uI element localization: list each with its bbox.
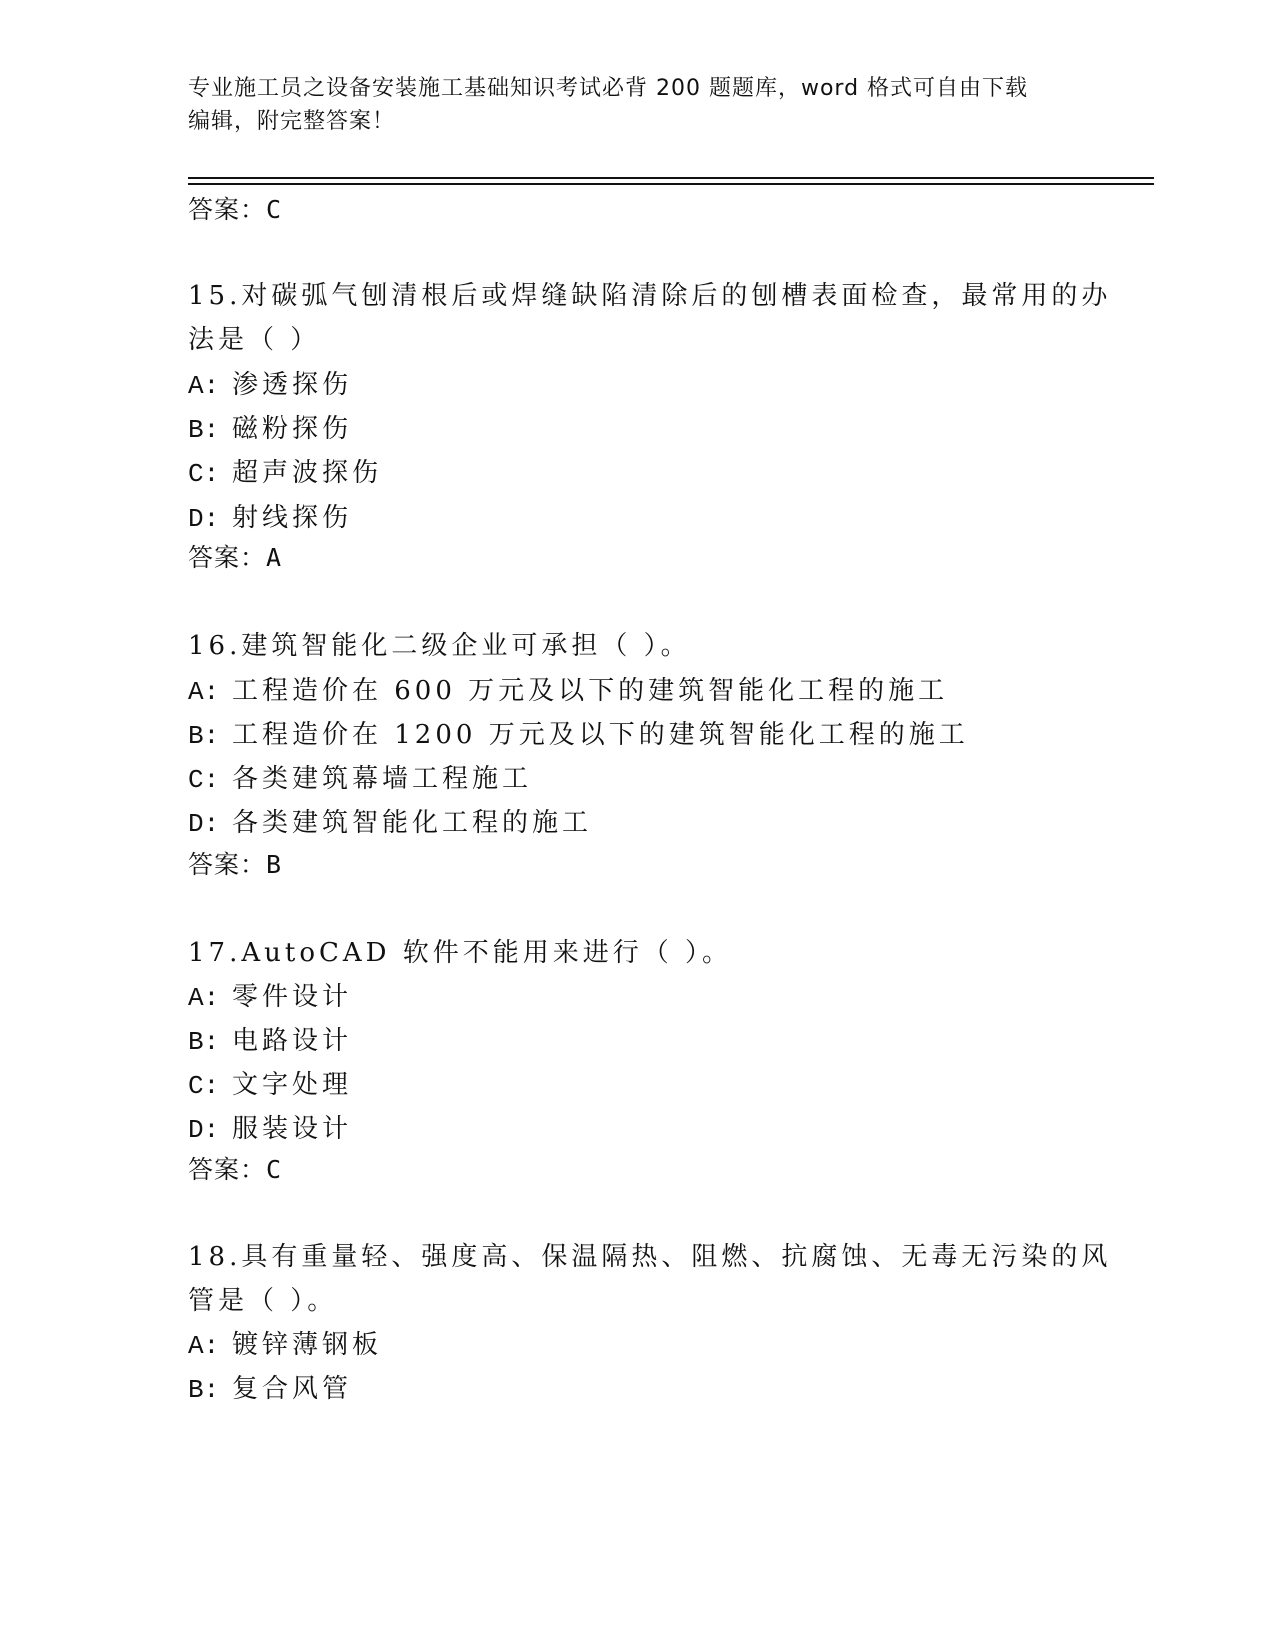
- option-text: 复合风管: [232, 1374, 353, 1404]
- option-text: 渗透探伤: [232, 370, 353, 400]
- header-rule-top: [188, 177, 1154, 179]
- page-header: [188, 72, 1068, 138]
- option-text: 磁粉探伤: [232, 414, 353, 444]
- option-letter: A:: [188, 677, 220, 707]
- option-text: 各类建筑智能化工程的施工: [232, 808, 593, 838]
- option-letter: B:: [188, 415, 220, 445]
- option-letter: A:: [188, 371, 220, 401]
- question-16-answer: [188, 845, 282, 881]
- option-text: 文字处理: [232, 1070, 353, 1100]
- question-18-stem-line-1: 18.具有重量轻、强度高、保温隔热、阻燃、抗腐蚀、无毒无污染的风: [188, 1242, 1112, 1272]
- option-text: 镀锌薄钢板: [232, 1330, 383, 1360]
- answer-label: 答案：: [188, 1155, 267, 1184]
- option-text: 工程造价在 600 万元及以下的建筑智能化工程的施工: [232, 676, 949, 706]
- option-letter: C:: [188, 765, 220, 795]
- option-text: 超声波探伤: [232, 458, 383, 488]
- question-17-option-a: [188, 976, 352, 1013]
- option-text: 工程造价在 1200 万元及以下的建筑智能化工程的施工: [232, 720, 969, 750]
- question-15-option-d: [188, 497, 352, 534]
- question-15-stem-line-2: 法是（ ）: [188, 325, 321, 355]
- question-15-option-c: [188, 452, 382, 489]
- question-18-stem-line-2: 管是（ ）。: [188, 1286, 338, 1316]
- answer-value: C: [266, 1155, 283, 1184]
- answer-label: 答案：: [188, 850, 267, 879]
- answer-value: A: [266, 543, 283, 572]
- header-rule-bottom: [188, 183, 1154, 185]
- option-letter: A:: [188, 1331, 220, 1361]
- option-letter: C:: [188, 459, 220, 489]
- option-letter: C:: [188, 1071, 220, 1101]
- question-17-option-d: [188, 1108, 352, 1145]
- question-16-option-c: [188, 758, 532, 795]
- answer-label: 答案：: [188, 195, 267, 224]
- option-text: 电路设计: [232, 1026, 353, 1056]
- question-16-option-a: [188, 670, 948, 707]
- question-15-option-b: [188, 408, 352, 445]
- question-18-option-b: [188, 1368, 352, 1405]
- option-letter: D:: [188, 1115, 220, 1145]
- option-letter: B:: [188, 1375, 220, 1405]
- option-text: 零件设计: [232, 982, 353, 1012]
- answer-label: 答案：: [188, 543, 267, 572]
- option-letter: D:: [188, 504, 220, 534]
- question-18-option-a: [188, 1324, 382, 1361]
- header-line-2: 编辑，附完整答案！: [188, 109, 396, 134]
- question-17-option-b: [188, 1020, 352, 1057]
- option-letter: B:: [188, 721, 220, 751]
- header-line-1: 专业施工员之设备安装施工基础知识考试必背 200 题题库，word 格式可自由下载: [188, 76, 1029, 101]
- question-15-stem-line-1: 15.对碳弧气刨清根后或焊缝缺陷清除后的刨槽表面检查，最常用的办: [188, 281, 1112, 311]
- question-17-option-c: [188, 1064, 352, 1101]
- option-text: 各类建筑幕墙工程施工: [232, 764, 533, 794]
- option-text: 服装设计: [232, 1114, 353, 1144]
- question-15-answer: [188, 538, 282, 574]
- question-17-stem-line-1: 17.AutoCAD 软件不能用来进行（ ）。: [188, 938, 733, 968]
- question-15-option-a: [188, 364, 352, 401]
- answer-line: [188, 190, 282, 226]
- question-16-option-d: [188, 802, 592, 839]
- answer-value: C: [266, 195, 283, 224]
- option-letter: A:: [188, 983, 220, 1013]
- question-16-option-b: [188, 714, 969, 751]
- question-16-stem-line-1: 16.建筑智能化二级企业可承担（ ）。: [188, 631, 691, 661]
- option-letter: D:: [188, 809, 220, 839]
- answer-value: B: [266, 850, 283, 879]
- option-letter: B:: [188, 1027, 220, 1057]
- question-17-answer: [188, 1150, 282, 1186]
- option-text: 射线探伤: [232, 503, 353, 533]
